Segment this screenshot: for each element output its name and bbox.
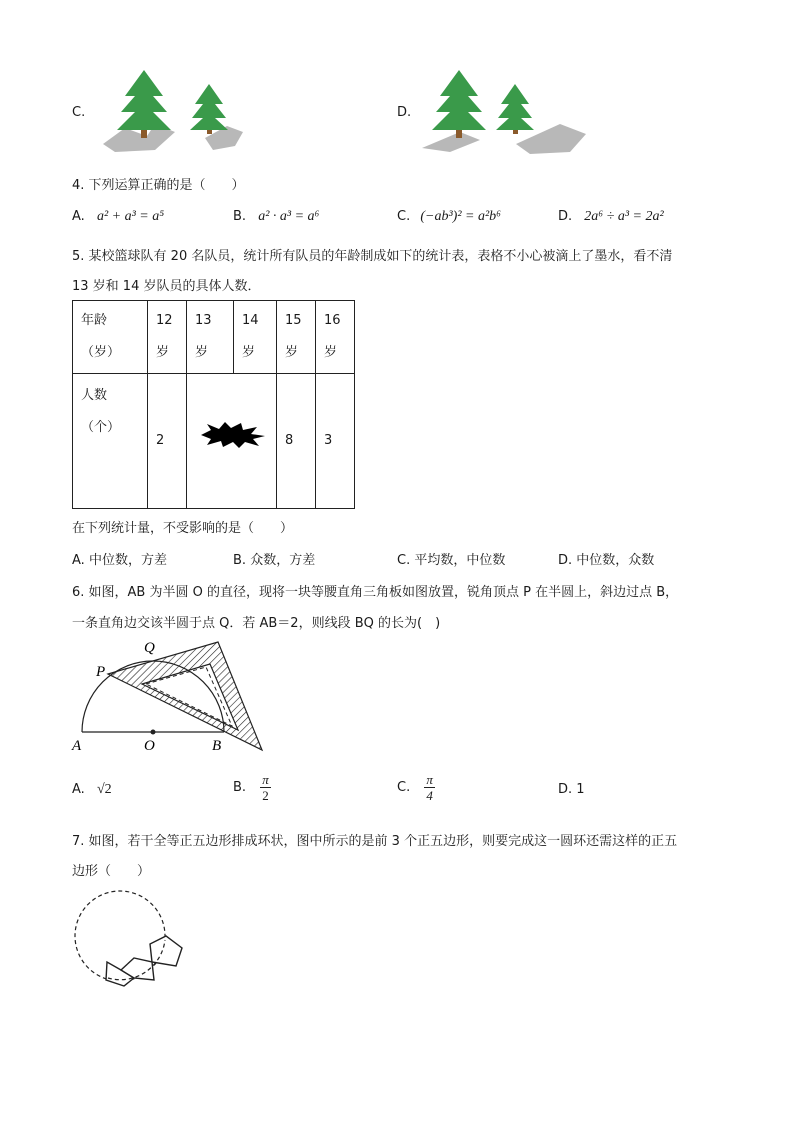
q4-option-d-expr: 2a⁶ ÷ a³ = 2a² <box>584 209 664 224</box>
option-c-label: C. <box>72 105 86 120</box>
label-p: P <box>96 664 106 680</box>
q5-stem-line2: 13 岁和 14 岁队员的具体人数． <box>72 279 261 294</box>
table-count-16: 3 <box>316 374 355 509</box>
table-count-12: 2 <box>148 374 187 509</box>
table-count-15: 8 <box>277 374 316 509</box>
q4-option-c <box>397 209 501 225</box>
table-age-13: 13 岁 <box>187 301 234 374</box>
q6-option-d: D. 1 <box>558 782 585 797</box>
label-q: Q <box>144 640 155 656</box>
q4-option-c-expr: (−ab³)² = a²b⁶ <box>420 209 502 224</box>
label-o: O <box>144 738 155 754</box>
q6-option-b: B. $\frac{\pi}{2}$ <box>233 772 269 803</box>
q4-option-a-label: A. <box>72 209 85 224</box>
table-header-count: 人数 （个） <box>73 374 148 509</box>
ink-blot-image <box>197 420 267 450</box>
table-age-12: 12 岁 <box>148 301 187 374</box>
table-age-16: 16 岁 <box>316 301 355 374</box>
q5-stem-line1: 5. 某校篮球队有 20 名队员，统计所有队员的年龄制成如下的统计表，表格不小心被滴上了墨水，看不清 <box>72 249 673 264</box>
table-ink-blot-cell <box>187 374 277 509</box>
q5-option-a: A. 中位数，方差 <box>72 553 167 568</box>
q6-option-c: C. $\frac{\pi}{4}$ <box>397 772 433 803</box>
q4-option-a-expr: a² + a³ = a⁵ <box>96 209 165 224</box>
q4-stem: 4. 下列运算正确的是（ ） <box>72 178 245 193</box>
label-b: B <box>212 738 222 754</box>
q5-option-b: B. 众数，方差 <box>233 553 316 568</box>
q5-question: 在下列统计量，不受影响的是（ ） <box>72 521 294 536</box>
q7-stem-line2: 边形（ ） <box>72 864 151 879</box>
q4-option-a <box>72 209 164 225</box>
trees-with-shadow-image-c <box>95 66 255 156</box>
table-header-age: 年龄 （岁） <box>73 301 148 374</box>
q5-option-c: C. 平均数，中位数 <box>397 553 506 568</box>
center-point-o <box>151 730 156 735</box>
age-statistics-table <box>72 300 355 509</box>
pentagon-3 <box>150 936 182 966</box>
q4-option-d-label: D. <box>558 209 573 224</box>
q4-option-c-label: C. <box>397 209 411 224</box>
semicircle-triangle-figure <box>64 632 284 762</box>
q6-stem-line2: 一条直角边交该半圆于点 Q．若 AB＝2，则线段 BQ 的长为( ) <box>72 616 441 631</box>
pentagon-ring-figure <box>68 882 198 1012</box>
q4-option-b-label: B. <box>233 209 247 224</box>
q6-stem-line1: 6. 如图，AB 为半圆 O 的直径，现将一块等腰直角三角板如图放置，锐角顶点 P 在半圆上，斜边过点 B， <box>72 585 679 600</box>
q4-option-b-expr: a² · a³ = a⁶ <box>258 209 320 224</box>
trees-with-shadow-image-d <box>420 66 590 156</box>
q5-option-d: D. 中位数，众数 <box>558 553 655 568</box>
table-age-14: 14 岁 <box>234 301 277 374</box>
q4-option-d <box>558 209 664 225</box>
table-age-15: 15 岁 <box>277 301 316 374</box>
label-a: A <box>72 738 82 754</box>
option-d-label: D. <box>397 105 412 120</box>
hatched-triangle-ruler <box>108 642 262 750</box>
q7-stem-line1: 7. 如图，若干全等正五边形排成环状，图中所示的是前 3 个正五边形，则要完成这一圆环还需这样的正五 <box>72 834 678 849</box>
q6-option-a: A. √2 <box>72 782 112 797</box>
q4-option-b <box>233 209 319 225</box>
